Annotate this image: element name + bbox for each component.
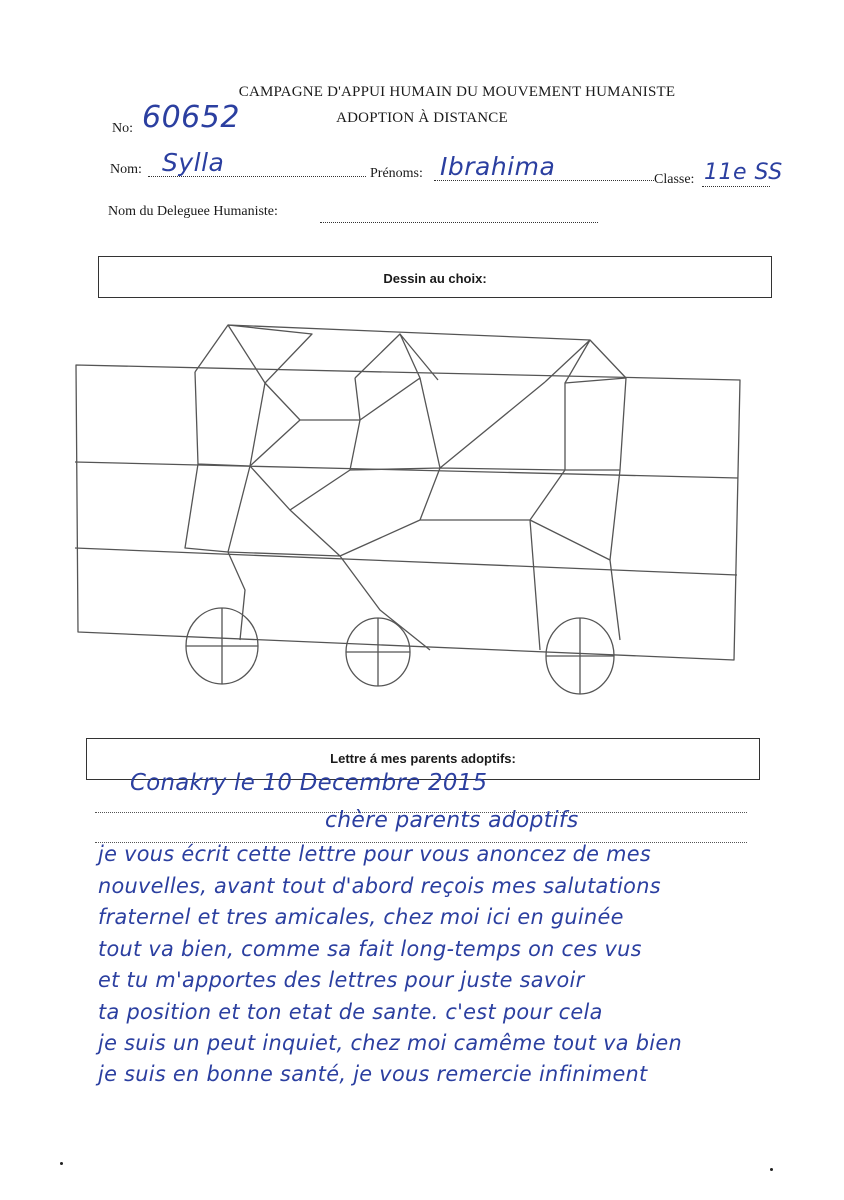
- number-label: No:: [112, 121, 133, 136]
- paper-speck: [60, 1162, 63, 1165]
- delegue-label: Nom du Deleguee Humaniste:: [108, 204, 278, 219]
- letter-section-title: Lettre á mes parents adoptifs:: [330, 751, 516, 766]
- letter-line-6: ta position et ton etat de sante. c'est pour cela: [98, 1000, 603, 1024]
- cube-pattern: [185, 372, 626, 650]
- letter-line-8: je suis en bonne santé, je vous remercie infiniment: [98, 1062, 648, 1086]
- campaign-header: CAMPAGNE D'APPUI HUMAIN DU MOUVEMENT HUMANISTE: [238, 84, 676, 100]
- letter-line-1: je vous écrit cette lettre pour vous anoncez de mes: [98, 842, 652, 866]
- prenoms-label: Prénoms:: [370, 166, 423, 181]
- bus-body-outline: [76, 365, 740, 660]
- letter-line-5: et tu m'apportes des lettres pour juste savoir: [98, 968, 585, 992]
- nom-value: Sylla: [162, 148, 225, 177]
- nom-label: Nom:: [110, 162, 142, 177]
- letter-line-2: nouvelles, avant tout d'abord reçois mes salutations: [98, 874, 661, 898]
- letter-date: Conakry le 10 Decembre 2015: [130, 770, 488, 796]
- paper-speck: [770, 1168, 773, 1171]
- classe-value: 11e SS: [704, 160, 783, 185]
- roof-cube-1: [195, 325, 312, 383]
- prenoms-value: Ibrahima: [440, 152, 556, 181]
- bus-band-upper: [75, 462, 738, 478]
- letter-line-7: je suis un peut inquiet, chez moi camême tout va bien: [98, 1031, 683, 1055]
- number-value: 60652: [142, 100, 240, 135]
- letter-line-3: fraternel et tres amicales, chez moi ici en guinée: [98, 905, 624, 929]
- letter-line-4: tout va bien, comme sa fait long-temps on ces vus: [98, 937, 642, 961]
- adoption-subheader: ADOPTION À DISTANCE: [336, 110, 508, 126]
- drawing-section-title: Dessin au choix:: [383, 271, 487, 286]
- letter-salutation: chère parents adoptifs: [325, 808, 579, 833]
- bus-band-lower: [75, 548, 737, 575]
- classe-label: Classe:: [654, 172, 695, 187]
